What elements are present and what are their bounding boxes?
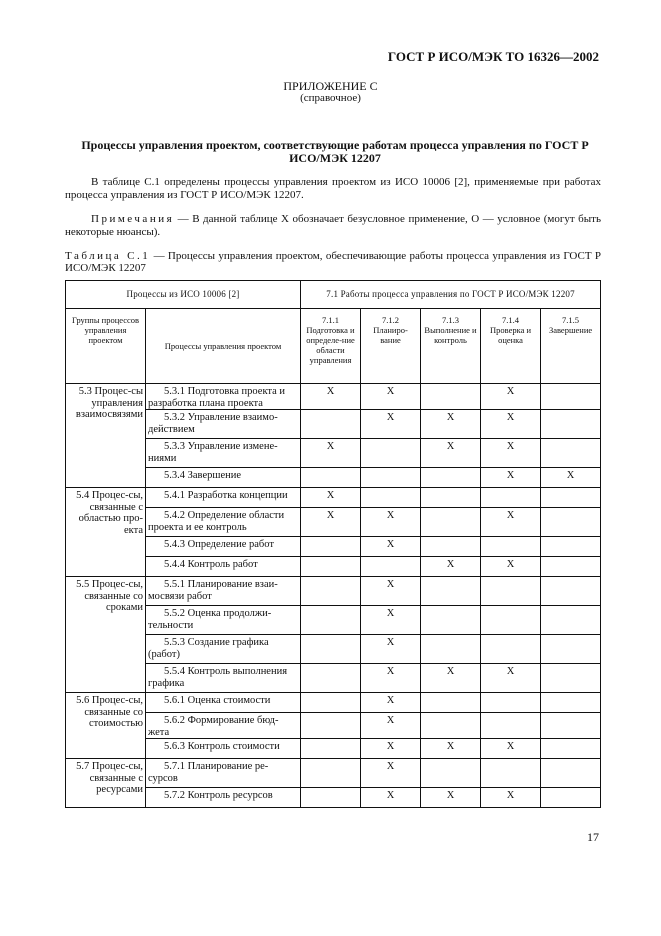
mark-cell: X [421, 439, 481, 468]
process-name: Контроль ресурсов [187, 790, 273, 801]
mark-cell [541, 606, 601, 635]
mark-cell [481, 606, 541, 635]
process-name: Завершение [187, 470, 241, 481]
mark-cell: X [361, 577, 421, 606]
mark-cell [541, 759, 601, 788]
table-row [66, 693, 601, 713]
mark-cell: X [361, 664, 421, 693]
mark-cell [301, 693, 361, 713]
process-cell [146, 606, 301, 635]
table-caption [65, 250, 601, 274]
column-header-activity [301, 309, 361, 384]
mark-cell: X [481, 410, 541, 439]
process-number: 5.5.3 [164, 637, 185, 648]
mark-cell: X [361, 739, 421, 759]
process-cell [146, 439, 301, 468]
appendix-title: ПРИЛОЖЕНИЕ С [283, 79, 378, 93]
process-name: Оценка стоимости [187, 695, 271, 706]
mark-cell [481, 488, 541, 508]
process-name: Создание графика (работ) [148, 637, 269, 660]
mark-cell [301, 410, 361, 439]
process-table [65, 280, 601, 808]
table-row [66, 410, 601, 439]
mark-cell [541, 664, 601, 693]
mark-cell [421, 577, 481, 606]
mark-cell [301, 577, 361, 606]
mark-cell [421, 537, 481, 557]
mark-cell [481, 537, 541, 557]
document-header: ГОСТ Р ИСО/МЭК ТО 16326—2002 [387, 49, 599, 64]
mark-cell [301, 788, 361, 808]
process-number: 5.6.3 [164, 741, 185, 752]
table-row [66, 664, 601, 693]
process-number: 5.5.2 [164, 608, 185, 619]
mark-cell [421, 606, 481, 635]
table-row [66, 606, 601, 635]
mark-cell: X [481, 468, 541, 488]
table-row [66, 384, 601, 410]
section-title: Процессы управления проектом, соответствующие работам процесса управления по ГОСТ Р ИСО/МЭК 12207 [81, 138, 589, 165]
table-caption-label: Таблица С.1 [65, 250, 151, 262]
process-name: Управление взаимо-действием [148, 412, 278, 435]
mark-cell [301, 606, 361, 635]
process-number: 5.3.4 [164, 470, 185, 481]
activity-number: 7.1.1 [322, 315, 340, 325]
process-number: 5.6.1 [164, 695, 185, 706]
mark-cell [481, 635, 541, 664]
activity-number: 7.1.5 [562, 315, 580, 325]
process-cell [146, 577, 301, 606]
mark-cell: X [301, 488, 361, 508]
table-caption-text: — Процессы управления проектом, обеспечивающие работы процесса управления из ГОСТ Р ИСО/МЭК 12207 [65, 250, 602, 274]
mark-cell: X [301, 384, 361, 410]
mark-cell: X [481, 384, 541, 410]
mark-cell [301, 468, 361, 488]
mark-cell: X [301, 508, 361, 537]
mark-cell [361, 439, 421, 468]
process-name: Планирование взаи-мосвязи работ [148, 579, 278, 602]
note-paragraph [65, 213, 601, 239]
process-cell [146, 664, 301, 693]
table-row [66, 635, 601, 664]
process-number: 5.4.3 [164, 539, 185, 550]
mark-cell [421, 693, 481, 713]
note-label: Примечания [91, 213, 175, 225]
mark-cell [421, 759, 481, 788]
process-cell [146, 488, 301, 508]
table-row [66, 577, 601, 606]
mark-cell [421, 713, 481, 739]
mark-cell [541, 384, 601, 410]
process-group-cell: 5.7 Процес-сы, связанные с ресурсами [66, 759, 146, 808]
table-head-activities: 7.1 Работы процесса управления по ГОСТ Р ИСО/МЭК 12207 [301, 281, 601, 309]
table-row [66, 759, 601, 788]
process-number: 5.7.1 [164, 761, 185, 772]
table-row [66, 739, 601, 759]
column-header-processes: Процессы управления проектом [146, 309, 301, 384]
activity-number: 7.1.2 [382, 315, 400, 325]
process-name: Контроль выполнения графика [148, 666, 288, 689]
mark-cell: X [421, 739, 481, 759]
process-number: 5.4.4 [164, 559, 185, 570]
mark-cell: X [481, 739, 541, 759]
mark-cell [421, 384, 481, 410]
process-name: Контроль стоимости [187, 741, 280, 752]
process-cell [146, 410, 301, 439]
appendix-subtitle: (справочное) [300, 92, 361, 104]
process-group-cell: 5.5 Процес-сы, связанные со сроками [66, 577, 146, 693]
mark-cell [301, 713, 361, 739]
mark-cell: X [541, 468, 601, 488]
mark-cell [361, 488, 421, 508]
mark-cell: X [361, 788, 421, 808]
table-row [66, 468, 601, 488]
mark-cell: X [421, 788, 481, 808]
table-row [66, 788, 601, 808]
process-name: Определение работ [187, 539, 274, 550]
mark-cell [541, 537, 601, 557]
mark-cell [421, 468, 481, 488]
column-header-activity [421, 309, 481, 384]
mark-cell [481, 693, 541, 713]
mark-cell: X [361, 713, 421, 739]
mark-cell: X [361, 384, 421, 410]
mark-cell: X [481, 788, 541, 808]
mark-cell [421, 635, 481, 664]
process-number: 5.4.1 [164, 490, 185, 501]
table-row [66, 439, 601, 468]
mark-cell [421, 508, 481, 537]
process-group-cell: 5.4 Процес-сы, связанные с областью про-екта [66, 488, 146, 577]
mark-cell [481, 577, 541, 606]
mark-cell: X [481, 508, 541, 537]
mark-cell: X [361, 759, 421, 788]
mark-cell: X [361, 508, 421, 537]
mark-cell: X [361, 606, 421, 635]
process-cell [146, 635, 301, 664]
mark-cell [301, 557, 361, 577]
process-cell [146, 693, 301, 713]
activity-label: Планиро-вание [373, 325, 408, 345]
column-header-activity [481, 309, 541, 384]
mark-cell [541, 410, 601, 439]
process-cell [146, 788, 301, 808]
page-number: 17 [587, 830, 599, 844]
activity-label: Завершение [548, 325, 593, 335]
process-number: 5.3.1 [164, 386, 185, 397]
process-cell [146, 537, 301, 557]
mark-cell [541, 635, 601, 664]
table-row [66, 557, 601, 577]
mark-cell: X [421, 664, 481, 693]
process-number: 5.6.2 [164, 715, 185, 726]
process-name: Определение области проекта и ее контроль [148, 510, 285, 533]
column-header-activity [541, 309, 601, 384]
process-name: Подготовка проекта и разработка плана проекта [148, 386, 286, 409]
mark-cell: X [481, 557, 541, 577]
process-number: 5.3.2 [164, 412, 185, 423]
mark-cell: X [481, 439, 541, 468]
process-cell [146, 759, 301, 788]
mark-cell [541, 713, 601, 739]
process-number: 5.5.4 [164, 666, 185, 677]
mark-cell: X [361, 693, 421, 713]
table-row [66, 488, 601, 508]
mark-cell: X [301, 439, 361, 468]
mark-cell [301, 664, 361, 693]
process-name: Разработка концепции [187, 490, 288, 501]
mark-cell [361, 468, 421, 488]
mark-cell [481, 759, 541, 788]
activity-label: Подготовка и определе-ние области управления [306, 325, 355, 365]
process-name: Оценка продолжи-тельности [148, 608, 272, 631]
process-cell [146, 713, 301, 739]
activity-number: 7.1.4 [502, 315, 520, 325]
mark-cell [541, 788, 601, 808]
mark-cell: X [361, 635, 421, 664]
mark-cell [301, 739, 361, 759]
activity-label: Выполнение и контроль [424, 325, 477, 345]
process-number: 5.7.2 [164, 790, 185, 801]
process-name: Планирование ре-сурсов [148, 761, 269, 784]
mark-cell: X [481, 664, 541, 693]
process-number: 5.3.3 [164, 441, 185, 452]
mark-cell: X [361, 537, 421, 557]
table-body [66, 384, 601, 808]
column-header-groups: Группы процессов управления проектом [66, 309, 146, 384]
process-cell [146, 468, 301, 488]
process-group-cell: 5.3 Процес-сы управления взаимосвязями [66, 384, 146, 488]
process-number: 5.5.1 [164, 579, 185, 590]
mark-cell [541, 439, 601, 468]
mark-cell [301, 537, 361, 557]
process-cell [146, 508, 301, 537]
table-row [66, 537, 601, 557]
mark-cell: X [421, 557, 481, 577]
mark-cell [361, 557, 421, 577]
process-cell [146, 557, 301, 577]
process-name: Управление измене-ниями [148, 441, 278, 464]
mark-cell [481, 713, 541, 739]
table-row [66, 508, 601, 537]
mark-cell [541, 693, 601, 713]
process-cell [146, 384, 301, 410]
process-number: 5.4.2 [164, 510, 185, 521]
process-name: Контроль работ [187, 559, 258, 570]
mark-cell [541, 577, 601, 606]
mark-cell [421, 488, 481, 508]
mark-cell [301, 759, 361, 788]
mark-cell [301, 635, 361, 664]
mark-cell [541, 739, 601, 759]
mark-cell [541, 508, 601, 537]
mark-cell [541, 488, 601, 508]
mark-cell: X [421, 410, 481, 439]
mark-cell: X [361, 410, 421, 439]
process-name: Формирование бюд-жета [148, 715, 279, 738]
activity-number: 7.1.3 [442, 315, 460, 325]
process-group-cell: 5.6 Процес-сы, связанные со стоимостью [66, 693, 146, 759]
intro-paragraph: В таблице С.1 определены процессы управления проектом из ИСО 10006 [2], применяемые при работах процесса управления из ГОСТ Р ИСО/МЭК 12207. [65, 176, 601, 201]
column-header-activity [361, 309, 421, 384]
note-text: — В данной таблице X обозначает безусловное применение, О — условное (могут быть некоторые нюансы). [65, 213, 601, 238]
activity-label: Проверка и оценка [489, 325, 532, 345]
table-row [66, 713, 601, 739]
process-cell [146, 739, 301, 759]
table-head-iso10006: Процессы из ИСО 10006 [2] [66, 281, 301, 309]
mark-cell [541, 557, 601, 577]
